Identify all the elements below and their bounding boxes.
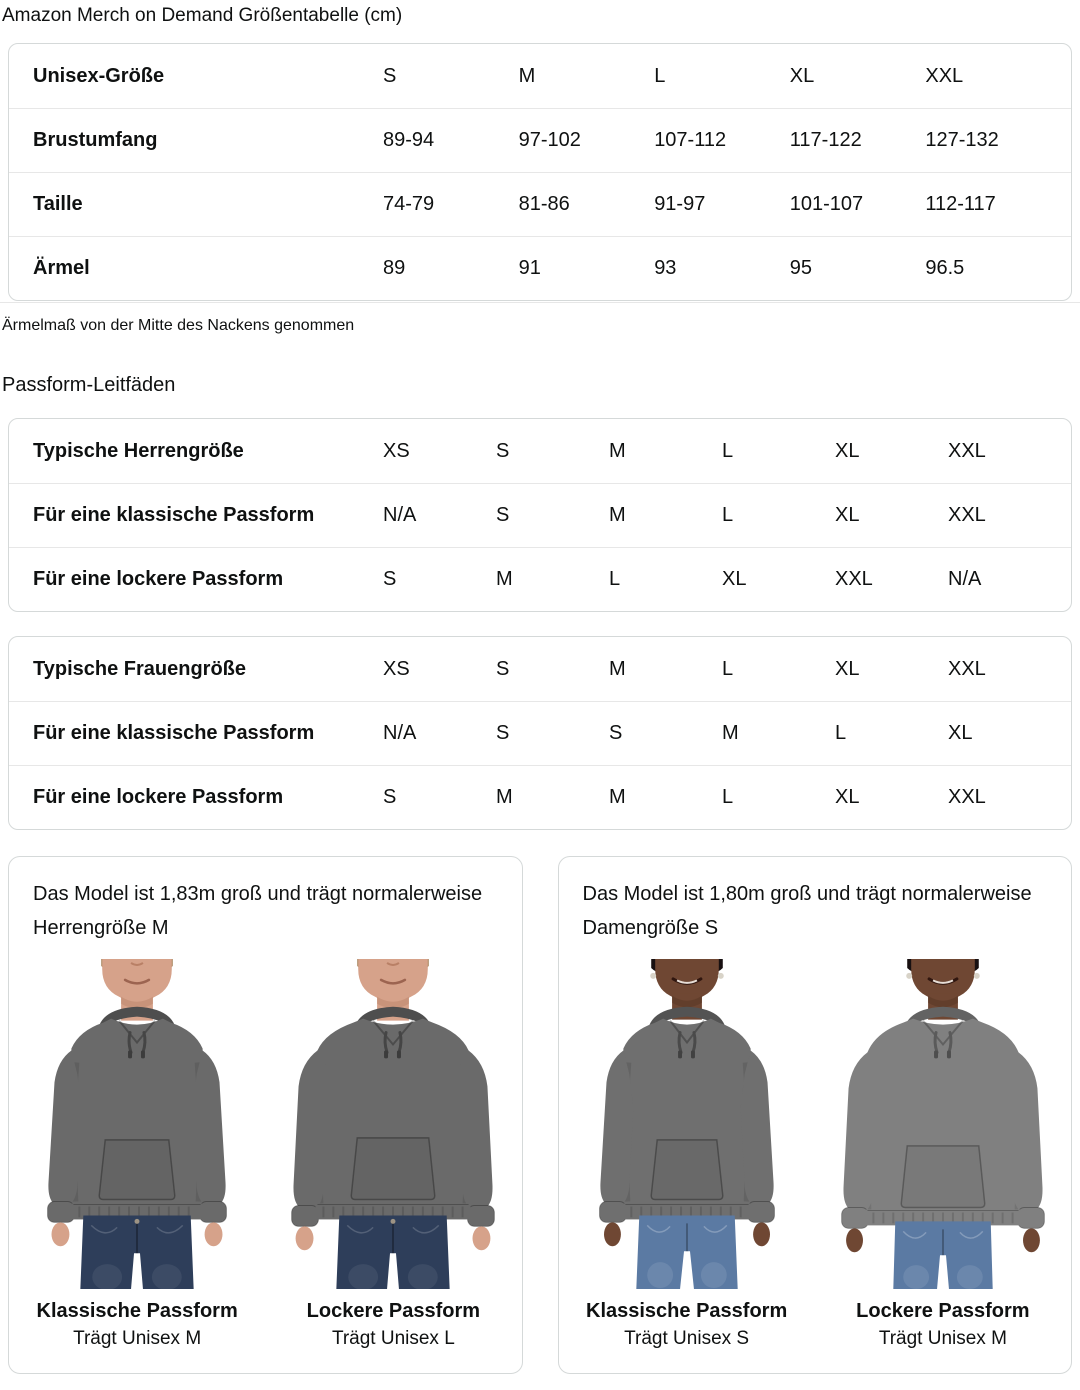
row-label: Für eine klassische Passform — [33, 722, 315, 744]
cell-value: 117-122 — [789, 129, 862, 151]
photo-caption — [307, 1297, 480, 1353]
fit-label: Klassische Passform — [36, 1300, 238, 1322]
table-row — [9, 44, 1071, 108]
cell-value: S — [496, 439, 510, 462]
row-label: Für eine lockere Passform — [33, 568, 284, 590]
table-row — [9, 419, 1071, 483]
size-column: S — [383, 64, 397, 87]
cell-value: 96.5 — [925, 257, 965, 279]
model-photo-mens-loose-fit — [273, 959, 513, 1289]
size-column: L — [654, 64, 666, 87]
photo-column — [559, 959, 815, 1353]
cell-value: XXL — [948, 439, 986, 462]
table-row — [9, 108, 1071, 172]
fit-label: Lockere Passform — [306, 1300, 481, 1322]
cell-value: S — [383, 568, 397, 590]
cell-value: M — [496, 568, 513, 590]
row-label: Taille — [33, 193, 83, 215]
mens-fit-table — [8, 418, 1072, 612]
photo-column — [265, 959, 521, 1353]
cell-value: 127-132 — [925, 129, 999, 151]
cell-value: XS — [383, 439, 410, 462]
cell-value: S — [496, 504, 510, 526]
unisex-size-table — [8, 43, 1072, 301]
cell-value: S — [609, 722, 623, 744]
cell-value: L — [722, 504, 734, 526]
divider — [0, 302, 1080, 303]
cell-value: M — [722, 722, 739, 744]
model-photo-mens-classic-fit — [17, 959, 257, 1289]
cell-value: 89-94 — [383, 129, 435, 151]
row-label: Typische Herrengröße — [33, 439, 244, 462]
photo-column — [815, 959, 1071, 1353]
cell-value: 97-102 — [518, 129, 581, 151]
row-label: Brustumfang — [33, 129, 158, 151]
photo-column — [9, 959, 265, 1353]
wears-label: Trägt Unisex L — [331, 1328, 455, 1349]
womens-model-card — [558, 856, 1073, 1374]
cell-value: XL — [948, 722, 973, 744]
size-chart-page — [0, 2, 1080, 1374]
fit-guides-title: Passform-Leitfäden — [2, 374, 176, 396]
sleeve-measure-note: Ärmelmaß von der Mitte des Nackens genommen — [2, 317, 355, 334]
cell-value: XXL — [948, 786, 986, 808]
row-label: Ärmel — [33, 257, 90, 279]
cell-value: 112-117 — [925, 193, 996, 215]
cell-value: M — [496, 786, 513, 808]
cell-value: M — [609, 439, 626, 462]
cell-value: XS — [383, 657, 410, 680]
table-row — [9, 172, 1071, 236]
cell-value: XXL — [835, 568, 873, 590]
mens-model-card — [8, 856, 523, 1374]
model-description: Das Model ist 1,80m groß und trägt normalerweise Damengröße S — [582, 883, 1032, 939]
cell-value: S — [383, 786, 397, 808]
cell-value: XL — [835, 786, 860, 808]
cell-value: S — [496, 657, 510, 680]
photos-row — [559, 959, 1072, 1353]
wears-label: Trägt Unisex S — [624, 1328, 750, 1349]
fit-label: Lockere Passform — [856, 1300, 1030, 1322]
cell-value: XXL — [948, 504, 986, 526]
table-row — [9, 483, 1071, 547]
cell-value: S — [496, 722, 510, 744]
photo-caption — [856, 1297, 1029, 1353]
cell-value: N/A — [948, 568, 982, 590]
cell-value: 107-112 — [654, 129, 727, 151]
page-title: Amazon Merch on Demand Größentabelle (cm) — [2, 5, 403, 26]
wears-label: Trägt Unisex M — [878, 1328, 1007, 1349]
cell-value: L — [722, 657, 734, 680]
table-row — [9, 637, 1071, 701]
cell-value: N/A — [383, 722, 417, 744]
cell-value: N/A — [383, 504, 417, 526]
size-column: XXL — [925, 64, 964, 87]
photo-caption — [37, 1297, 238, 1353]
size-column: XL — [789, 64, 815, 87]
cell-value: XL — [835, 439, 860, 462]
cell-value: 81-86 — [518, 193, 570, 215]
cell-value: M — [609, 657, 626, 680]
womens-fit-table — [8, 636, 1072, 830]
model-photo-womens-classic-fit — [567, 959, 807, 1289]
cell-value: L — [609, 568, 621, 590]
model-cards-row — [8, 856, 1072, 1374]
row-label: Für eine klassische Passform — [33, 504, 315, 526]
wears-label: Trägt Unisex M — [73, 1328, 202, 1349]
cell-value: 89 — [383, 257, 406, 279]
row-label: Für eine lockere Passform — [33, 786, 284, 808]
cell-value: M — [609, 786, 626, 808]
cell-value: 91-97 — [654, 193, 706, 215]
model-photo-womens-loose-fit — [823, 959, 1063, 1289]
photo-caption — [586, 1297, 787, 1353]
row-label: Typische Frauengröße — [33, 657, 247, 680]
cell-value: 101-107 — [789, 193, 864, 215]
cell-value: L — [722, 439, 734, 462]
size-column: M — [518, 64, 536, 87]
cell-value: M — [609, 504, 626, 526]
cell-value: XL — [722, 568, 747, 590]
fit-label: Klassische Passform — [586, 1300, 788, 1322]
model-description: Das Model ist 1,83m groß und trägt normalerweise Herrengröße M — [33, 883, 483, 939]
cell-value: 74-79 — [383, 193, 435, 215]
cell-value: L — [722, 786, 734, 808]
cell-value: XL — [835, 657, 860, 680]
table-row — [9, 236, 1071, 300]
cell-value: XL — [835, 504, 860, 526]
cell-value: 95 — [789, 257, 813, 279]
table-row — [9, 765, 1071, 829]
table-row — [9, 547, 1071, 611]
row-label: Unisex-Größe — [33, 64, 165, 87]
cell-value: XXL — [948, 657, 986, 680]
table-row — [9, 701, 1071, 765]
photos-row — [9, 959, 522, 1353]
cell-value: L — [835, 722, 847, 744]
cell-value: 93 — [654, 257, 677, 279]
cell-value: 91 — [518, 257, 541, 279]
